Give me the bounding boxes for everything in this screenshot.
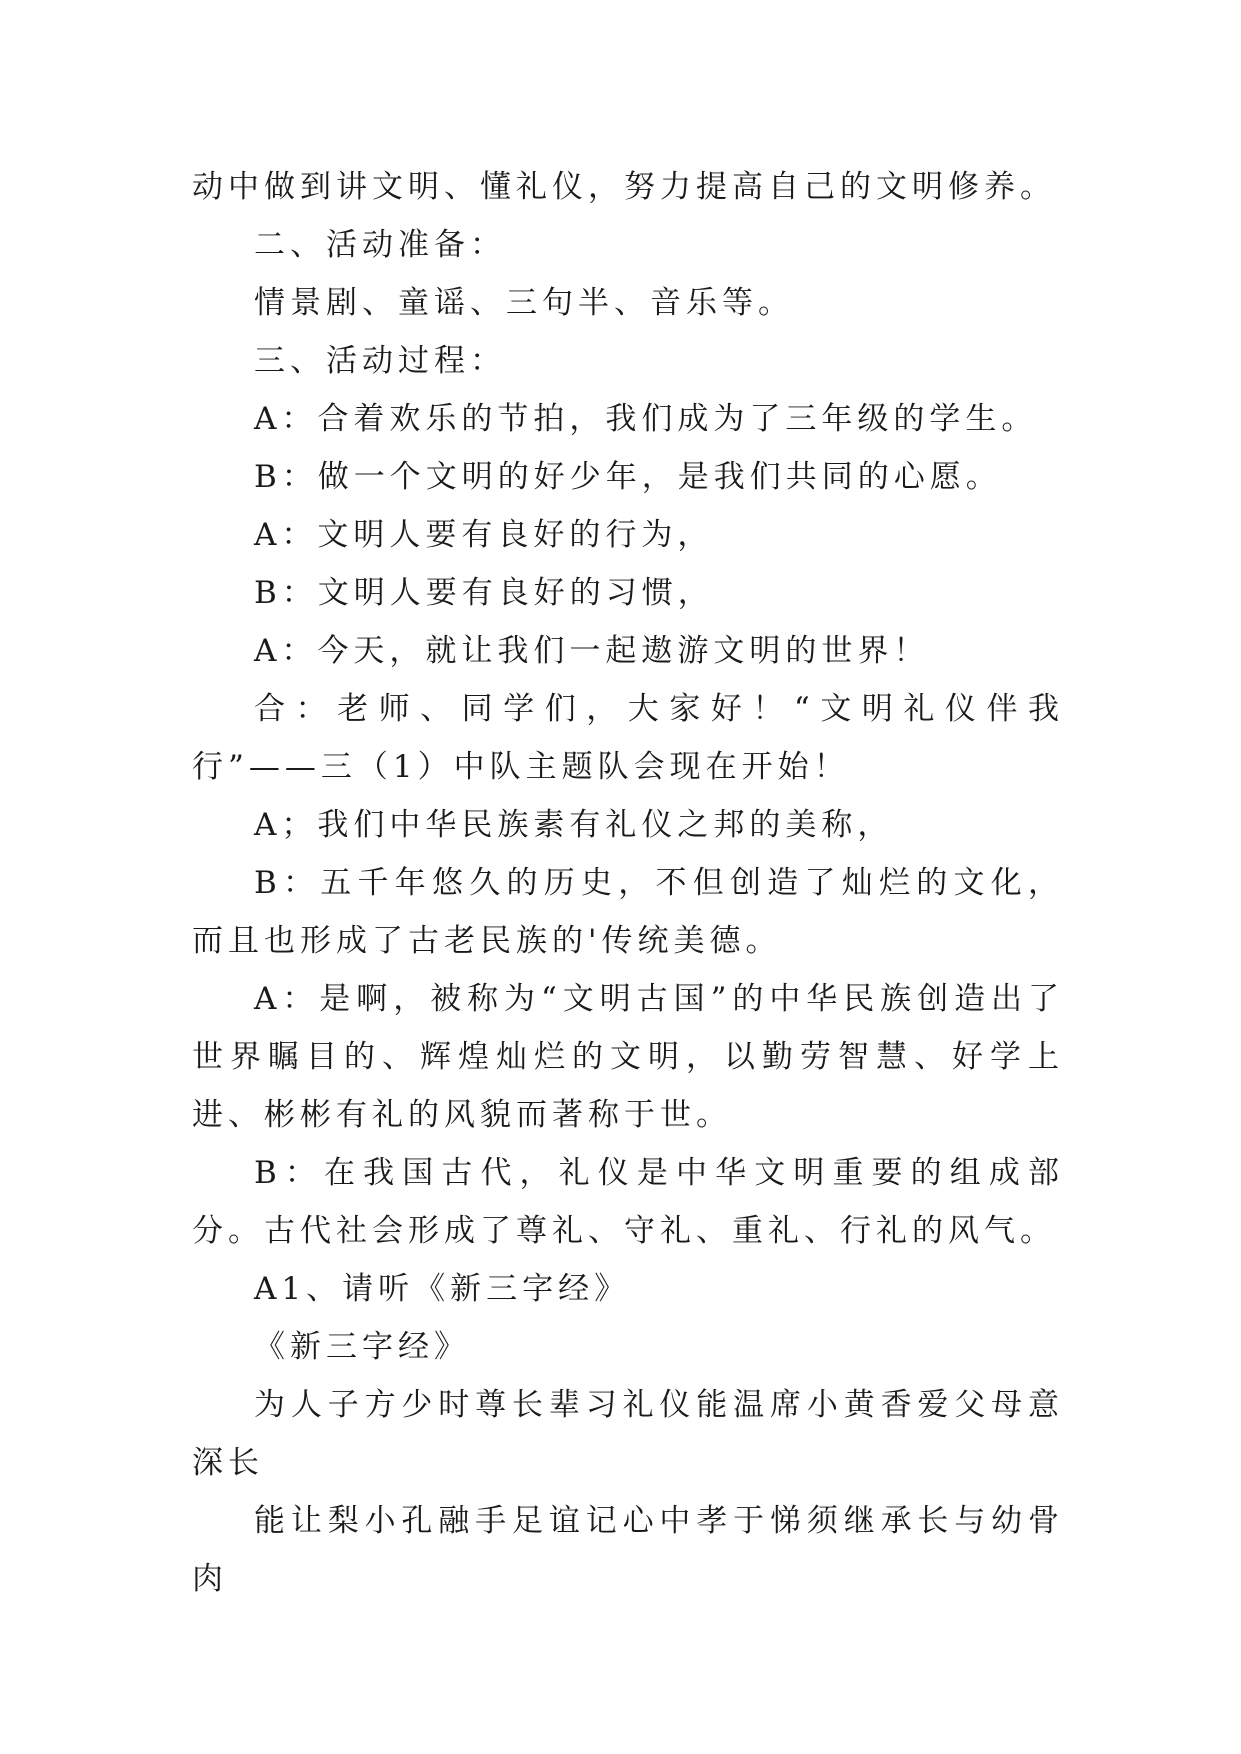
document-body [192,158,1064,1608]
heading-activity-process: 三、活动过程： [254,343,506,379]
dialogue-line: B：做一个文明的好少年，是我们共同的心愿。 [254,459,1002,495]
poem-title: 《新三字经》 [254,1329,470,1365]
dialogue-line: 合：老师、同学们，大家好！“文明礼仪伴我行”——三（1）中队主题队会现在开始！ [192,691,1064,785]
paragraph-intro-continuation: 动中做到讲文明、懂礼仪，努力提高自己的文明修养。 [192,169,1056,205]
dialogue-line: A1、请听《新三字经》 [254,1271,631,1307]
dialogue-line: A：文明人要有良好的行为， [254,517,714,553]
dialogue-line: B：文明人要有良好的习惯， [254,575,714,611]
heading-activity-preparation: 二、活动准备： [254,227,506,263]
paragraph-preparation-items: 情景剧、童谣、三句半、音乐等。 [254,285,794,321]
dialogue-line: A；我们中华民族素有礼仪之邦的美称， [254,807,894,843]
dialogue-line: A：今天，就让我们一起遨游文明的世界！ [254,633,930,669]
dialogue-line: B：五千年悠久的历史，不但创造了灿烂的文化，而且也形成了古老民族的'传统美德。 [192,865,1064,959]
poem-verse: 能让梨小孔融手足谊记心中孝于悌须继承长与幼骨肉 [192,1503,1064,1597]
dialogue-line: A：合着欢乐的节拍，我们成为了三年级的学生。 [254,401,1038,437]
dialogue-line: B：在我国古代，礼仪是中华文明重要的组成部分。古代社会形成了尊礼、守礼、重礼、行礼的风气。 [192,1155,1064,1249]
poem-verse: 为人子方少时尊长辈习礼仪能温席小黄香爱父母意深长 [192,1387,1064,1481]
dialogue-line: A：是啊，被称为“文明古国”的中华民族创造出了世界瞩目的、辉煌灿烂的文明，以勤劳智慧、好学上进、彬彬有礼的风貌而著称于世。 [192,981,1064,1133]
